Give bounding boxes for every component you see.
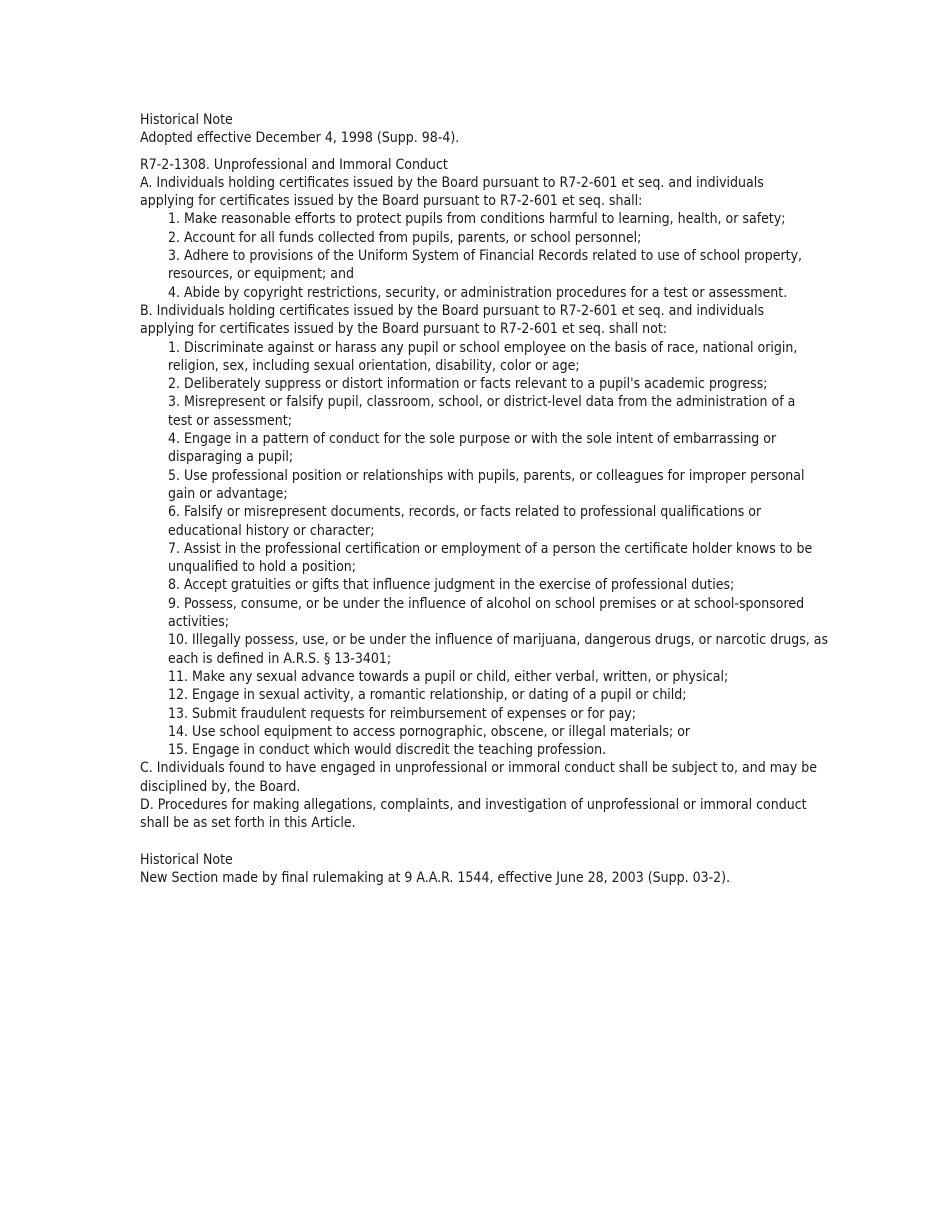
list-item: 15. Engage in conduct which would discredit the teaching profession. xyxy=(168,742,607,759)
list-item: 1. Discriminate against or harass any pupil or school employee on the basis of race, national origin, religion, sex, including sexual orientation, disability, color or age; xyxy=(168,339,798,374)
list-item: 6. Falsify or misrepresent documents, records, or facts related to professional qualifications or educational history or character; xyxy=(168,504,762,539)
list-item: 4. Engage in a pattern of conduct for the sole purpose or with the sole intent of embarrassing or disparaging a pupil; xyxy=(168,431,777,466)
subsection-b-text: B. Individuals holding certificates issued by the Board pursuant to R7-2-601 et seq. and individuals applying for certificates issued by the Board pursuant to R7-2-601 et seq. shall not: xyxy=(140,302,765,338)
historical-note-1 xyxy=(140,111,830,148)
list-item: 7. Assist in the professional certification or employment of a person the certificate holder knows to be unqualified to hold a position; xyxy=(168,540,813,576)
list-item: 12. Engage in sexual activity, a romantic relationship, or dating of a pupil or child; xyxy=(168,687,687,704)
list-item: 10. Illegally possess, use, or be under the influence of marijuana, dangerous drugs, or narcotic drugs, as each is defined in A.R.S. § 13-3401; xyxy=(168,632,829,667)
list-item: 9. Possess, consume, or be under the influence of alcohol on school premises or at school-sponsored activities; xyxy=(168,595,805,631)
note-text: New Section made by final rulemaking at 9 A.A.R. 1544, effective June 28, 2003 (Supp. 03-2). xyxy=(140,869,731,886)
list-item: 11. Make any sexual advance towards a pupil or child, either verbal, written, or physical; xyxy=(168,668,729,685)
historical-note-2 xyxy=(140,851,830,888)
list-item: 3. Adhere to provisions of the Uniform System of Financial Records related to use of school property, resources, or equipment; and xyxy=(168,248,803,283)
note-heading: Historical Note xyxy=(140,851,233,868)
list-item: 13. Submit fraudulent requests for reimbursement of expenses or for pay; xyxy=(168,705,636,722)
list-item: 8. Accept gratuities or gifts that influence judgment in the exercise of professional duties; xyxy=(168,577,735,594)
list-item: 1. Make reasonable efforts to protect pupils from conditions harmful to learning, health, or safety; xyxy=(168,211,786,228)
list-item: 14. Use school equipment to access pornographic, obscene, or illegal materials; or xyxy=(168,723,691,740)
section-title: R7-2-1308. Unprofessional and Immoral Conduct xyxy=(140,156,448,173)
subsection-d: D. Procedures for making allegations, complaints, and investigation of unprofessional or immoral conduct shall be as set forth in this Article. xyxy=(140,796,807,832)
document-page xyxy=(140,111,830,887)
subsection-b xyxy=(140,302,830,759)
list-item: 4. Abide by copyright restrictions, security, or administration procedures for a test or assessment. xyxy=(168,284,788,301)
note-heading: Historical Note xyxy=(140,112,233,128)
list-item: 5. Use professional position or relationships with pupils, parents, or colleagues for improper personal gain or advantage; xyxy=(168,467,805,502)
note-text: Adopted effective December 4, 1998 (Supp. 98-4). xyxy=(140,130,460,147)
subsection-a-text: A. Individuals holding certificates issued by the Board pursuant to R7-2-601 et seq. and individuals applying for certificates issued by the Board pursuant to R7-2-601 et seq. shall: xyxy=(140,174,764,210)
list-item: 2. Deliberately suppress or distort information or facts relevant to a pupil's academic progress; xyxy=(168,376,768,393)
subsection-a xyxy=(140,174,830,302)
list-item: 2. Account for all funds collected from pupils, parents, or school personnel; xyxy=(168,229,642,246)
subsection-c: C. Individuals found to have engaged in unprofessional or immoral conduct shall be subject to, and may be disciplined by, the Board. xyxy=(140,760,817,795)
list-item: 3. Misrepresent or falsify pupil, classroom, school, or district-level data from the administration of a test or assessment; xyxy=(168,394,796,429)
